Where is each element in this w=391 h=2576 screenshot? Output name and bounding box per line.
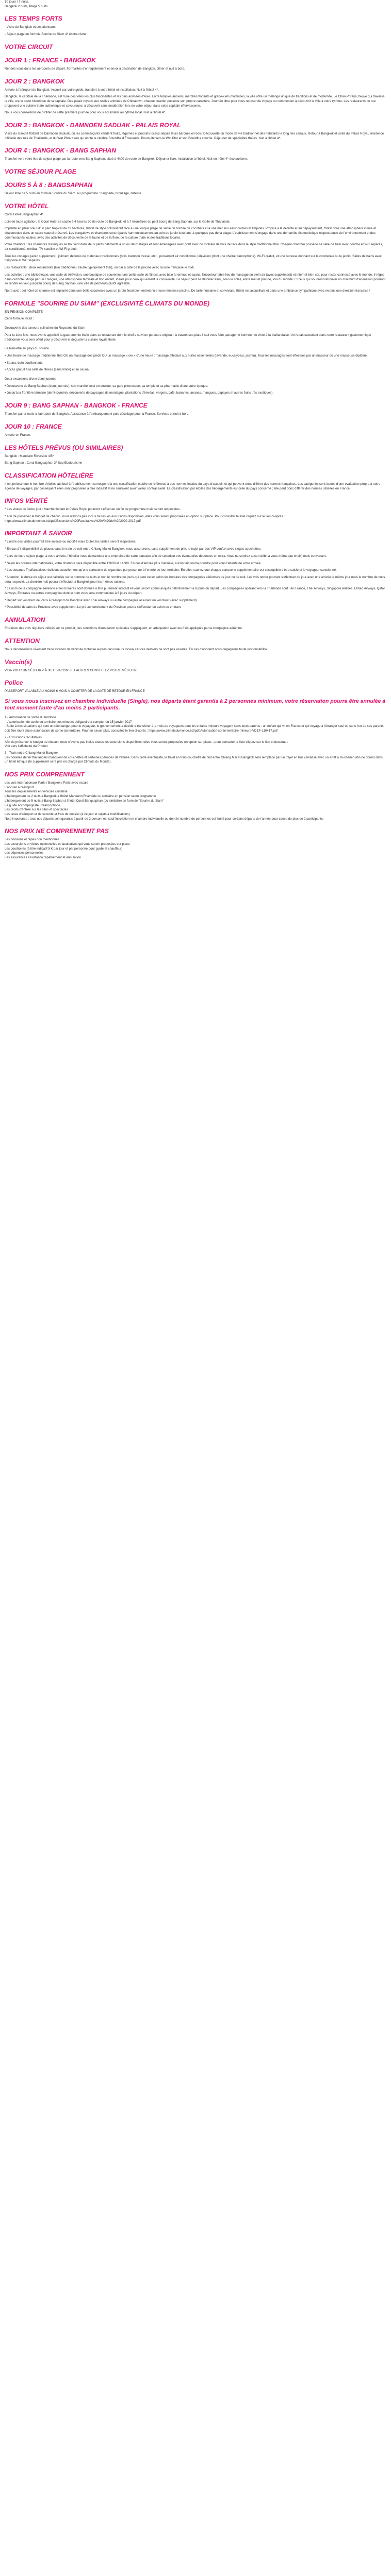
section-title: JOUR 10 : FRANCE (5, 422, 62, 430)
section-line: Bangkok, la capitale de la Thaïlande, est l'une des villes les plus fascinantes et les plus animées d'Asie. Entre temples anciens, marchés flottants et gratte-ciels modernes, la ville offre un mélange unique de traditions et de modernité. Le Chao Phraya, fleuve qui traverse la ville, est le cœur historique de la capitale. Des palais royaux aux ruelles animées de Chinatown, chaque quartier possède son propre caractère. Journée libre pour vous reposer du voyage ou commencer à découvrir la ville à votre rythme. Les restaurants de rue proposent une cuisine thaïe authentique et savoureuse, à découvrir sans modération lors de votre séjour dans cette capitale effervescente. (5, 95, 385, 108)
section-line: * Possibilité départs de Province avec supplément. Le pré-acheminement de Province pourra s'effectuer en avion ou en train. (5, 605, 182, 609)
section-title: LES HÔTELS PRÉVUS (OU SIMILAIRES) (5, 444, 123, 451)
section-title: JOUR 9 : BANG SAPHAN - BANGKOK - FRANCE (5, 402, 148, 410)
section-title: Police (5, 679, 23, 687)
section-line: Votre chambre : les chambres classiques se trouvent dans deux petits bâtiments à un ou deux étages et sont aménagées avec goût avec du mobilier de bois de teck dans le style traditionnel thaï. Chaque chambre possède sa salle de bain avec douche et WC séparés, air conditionné, minibar, TV satellite et Wi-Fi gratuit. (5, 243, 383, 251)
price-included-item: Les droits d'entrée sur les sites et spectacles (5, 808, 68, 812)
section-line: EN PENSION COMPLÈTE (5, 310, 43, 314)
price-included-item: L'hébergement de 5 nuits à Bang Saphan à l'hôtel Coral Bangsaphan (ou similaire) en formule "Sourire du Siam" (5, 799, 164, 803)
section-title: JOURS 5 À 8 : BANGSAPHAN (5, 181, 93, 189)
notice-line: - L'autorisation de sortie du territoire des mineurs obligatoire à compter du 15 janvier 2017 (5, 720, 132, 724)
intro-line: 10 jours / 7 nuits. (5, 0, 29, 4)
section-line: * Le nom de la compagnie aérienne et les horaires sont donnés à titre purement indicatif et vous seront communiqués définitivement à 8 jours du départ. Les compagnies opérant vers la Thaïlande sont : Air France, Thai Airways, Singapore Airlines, Etihad Airways, Qatar Airways, Emirates ou autres compagnies dont le nom vous sera communiqué à 8 jours du départ. (5, 587, 385, 596)
section-line: Nous vous conseillons de profiter de cette première journée pour vous acclimater au rythme local. Nuit à l'hôtel 4*. (5, 111, 166, 115)
section-line: Notre avis : cet hôtel de charme est implanté dans une belle cocoteraie avec un jardin fleuri bien entretenu et une immense piscine. De taille humaine et conviviale, l'hôtel est accueillant et dans une ambiance sympathique avec en plus une direction française ! (5, 289, 370, 293)
section-title: LES TEMPS FORTS (5, 15, 62, 23)
price-excluded-item: Les assurances assistance rapatriement et annulation (5, 856, 81, 860)
section-line: • Jusqu'à la frontière birmane (demi-journée), découverte de paysages de montagne, plantations d'hévéas, vergers, café, bananes, ananas, mangues, papayes et autres fruits très exotiques). (5, 391, 274, 395)
notice-line: 2 - Excursions facultatives (5, 735, 42, 739)
section-line: Transfert par la route à l'aéroport de Bangkok. Assistance à l'embarquement puis décollage pour la France. Services et nuit à bord. (5, 412, 190, 416)
notice-line: Voir vers l'affichette du Produit (5, 744, 48, 749)
section-title: ANNULATION (5, 616, 45, 624)
section-title: VOTRE HÔTEL (5, 202, 49, 210)
section-line: Les activités : une bibliothèque, une salle de télévision, une boutique de souvenirs, une petite salle de fitness avec bain à remous et sauna, l'incontournable lieu de massage en plein air (avec supplément) et internet bien sûr, pour rester connecté avec le monde. Il règne dans cet hôtel, dirigé par un Français, une atmosphère familiale et bon enfant, idéale pour ceux qui aiment la convivialité. Le séjour peut se dérouler ainsi, sous le soleil, entre mer et piscine, loin du monde. Et ceux qui voudront retrouver un minimum d'animation pourront se rendre en vélo jusqu'au bourg de Bang Saphan, une ville de pêcheurs plutôt agréable. (5, 273, 386, 286)
intro-line: Bangkok 2 nuits, Plage 5 nuits. (5, 4, 48, 8)
section-line: Nous déconseillons vivement toute location de véhicule motorisé auprès des loueurs locaux car ces derniers ne sont pas assurés. En cas d'accident nous dégageons toute responsabilité. (5, 647, 268, 651)
section-line: * Les visites du 3ème jour : Marché flottant et Palais Royal pourront s'effectuer en fin de programme mais seront respectées. (5, 507, 181, 512)
section-line: Implanté en plein cœur d'un parc tropical de 11 hectares, l'hôtel de style colonial fait face à une longue plage de sable fin bordée de cocotiers et à une mer aux eaux calmes et limpides. Propice à la détente et au dépaysement, l'hôtel offre une atmosphère intime et chaleureuse dans un cadre naturel préservé. Les bungalows et chambres sont répartis harmonieusement au sein du jardin luxuriant, à quelques pas de la plage. L'établissement s'engage dans une démarche écotouristique respectueuse de l'environnement et des communautés locales, avec des activités de découverte de la faune et de la flore, de la culture thaïe et des traditions locales. (5, 227, 377, 240)
section-line: Cette formule inclut : (5, 317, 34, 321)
section-line: Arrivée en France. (5, 433, 31, 437)
price-included-item: Tous les déplacements en véhicule climatisé (5, 790, 68, 794)
price-included-item: L'accueil à l'aéroport (5, 785, 34, 789)
section-line: - Séjour plage en formule Sourire du Siam 4* écotourisme (5, 32, 87, 37)
section-line: Il est précisé que le nombre d'étoiles attribué à l'établissement correspond à une classification établie en référence à des normes locales du pays d'accueil, et qui peuvent donc différer des normes françaises. Les catégories sont issues d'une évaluation propre à notre agence de voyages, par conséquent elles sont proposées à titre indicatif et ne sauraient avoir valeur contractuelle. La classification par étoiles des hébergements est celle du pays concerné ; elle peut donc différer des normes utilisées en France. (5, 482, 381, 490)
section-line: VISA POUR UN SÉJOUR < À 30 J : VACCINS ET AUTRES CONSULTEZ VOTRE MÉDECIN (5, 668, 137, 672)
section-title: VOTRE SÉJOUR PLAGE (5, 168, 76, 176)
page (0, 0, 391, 860)
section-line: En raison des voIs réguliers utilisés sur ce produit, des conditions d'annulation spéciales s'appliquent, en adéquation avec les frais appliqués par la compagnie aérienne. (5, 626, 243, 631)
section-line: * Départ sur vol direct de Paris à l'aéroport de Bangkok avec Thaï Airways ou autre compagnie assurant un vol direct (avec supplément). (5, 598, 198, 602)
section-title: INFOS VÉRITÉ (5, 497, 48, 505)
section-title: FORMULE "SOURIRE DU SIAM" (EXCLUSIVITÉ CLIMATS DU MONDE) (5, 299, 210, 307)
notice-line: Les horaires de fer thaïlandais manquent de couchettes et certaines périodes de l'année. Dans cette éventualité, le trajet en train couchette de nuit entre Chiang Mai et Bangkok sera remplacé par un trajet en bus climatisé avec un arrêt à mi-chemin afin de dormir dans un hôtel éthique (le supplément sera pris en charge par Climats du Monde). (5, 755, 383, 764)
notice-line: 3 - Train entre Chiang Mai et Bangkok (5, 751, 59, 755)
section-title: CLASSIFICATION HÔTELIÈRE (5, 471, 93, 479)
notice-line: Afin de préserver le budget de chacun, nous n'avons pas inclus toutes les excursions disponibles, elles vous seront proposées en option sur place... pour consulter la liste cliquez sur le lien ci-dessous : (5, 740, 288, 744)
section-line: Découverte des saveurs culinaires du Royaume du Siam (5, 326, 85, 330)
section-line: Bangkok : Mandarin Riverside 4/5* (5, 454, 54, 458)
section-line: Rendez-vous dans les aéroports de départ. Formalités d'enregistrement et envol à destination de Bangkok. Dîner et nuit à bord. (5, 66, 185, 71)
section-line: * Afin de préserver le budget de chacun, nous n'avons pas inclus toutes les excursions disponibles, elles vous seront proposées en option sur place. Pour consulter la liste cliquez sur le lien ci-après : https://www.climatsdumonde.biz/pdf/Excursions%20Facultatives%20V%20de%202020-2017.pdf (5, 515, 285, 523)
section-line: • Sauna, bain bouillonnant. (5, 361, 43, 365)
section-line: * En cas d'indisponibilité de places dans le train de nuit entre Chiang Mai et Bangkok, nous assurerons, sans supplément de prix, le trajet par bus VIP confort avec sièges couchettes. (5, 547, 262, 551)
section-line: Deux excursions d'une demi-journée (5, 377, 57, 381)
price-included-item: L'hébergement de 2 nuits à Bangkok à l'hôtel Mandarin Riverside ou similaire en pension selon programme (5, 794, 156, 799)
section-title: JOUR 4 : BANGKOK - BANG SAPHAN (5, 147, 117, 155)
section-line: * Selon les normes internationales, votre chambre sera disponible entre 12h00 et 14h00. En cas d'arrivée plus matinale, aucun fait pourra prendre pour vous l'attente de votre arrivée. (5, 561, 262, 565)
price-excluded-item: Les dépenses personnelles (5, 851, 44, 855)
price-excluded-title: NOS PRIX NE COMPRENNENT PAS (5, 827, 109, 835)
section-line: Pour la 1ère fois, nous avons apprécié la gastronomie thaïe dans ce restaurant dont le chef a suivi un parcours original ; à travers ses plats il sait vous faire partager le bonheur de vivre à la thaïlandaise. Un repas succulent dans notre restaurant gastronomique traditionnel vous sera offert pour y découvrir et déguster la cuisine royale thaïe. (5, 333, 371, 342)
section-line: * Attention, la durée du séjour est calculée sur le nombre de nuits et non le nombre de jours qui peut varier selon les horaires des compagnies aériennes de jour ou de nuit. Les vols retour pouvant s'effectuer de jour avec une arrivée le même jour mais le nombre de nuits sera respecté. La dernière nuit pourra s'effectuer à Bangkok pour les mêmes raisons. (5, 575, 385, 584)
price-excluded-item: Les pourboires (à titre indicatif 5 € par jour et par personne pour guide et chauffeur) (5, 846, 123, 851)
section-line: Visite du marché flottant de Damnoen Saduak, où les commerçants vendent fruits, légumes et produits locaux depuis leurs barques en bois. Découverte du mode de vie traditionnel des habitants le long des canaux. Retour à Bangkok et visite du Palais Royal, résidence officielle des rois de Thaïlande, et du Wat Phra Kaeo qui abrite le célèbre Bouddha d'Émeraude. Poursuite vers le Wat Pho et son Bouddha couché. Déjeuner de spécialités thaïes. Nuit à l'hôtel 4*. (5, 132, 384, 140)
price-excluded-item: Les excursions et visites optionnelles et facultatives qui vous seront proposées sur place (5, 842, 130, 846)
price-included-item: Note importante : tous nos départs sont garantis à partir de 2 personnes, sauf inscription en chambre individuelle ou dont le nombre de personnes est limité pour certains départs de l'année pour cause de plus de 2 participants. (5, 817, 324, 821)
section-line: Séjour libre de 5 nuits en formule Sourire du Siam. Au programme : baignade, bronzage, détente. (5, 192, 142, 196)
section-title: JOUR 3 : BANGKOK - DAMNOEN SADUAK - PALAIS ROYAL (5, 122, 181, 129)
price-included-item: Les vols internationaux Paris / Bangkok / Paris avec escale (5, 781, 88, 785)
section-title: Vaccin(s) (5, 658, 32, 666)
section-line: Loin de toute agitation, le Coral Hotel se cache à 4 heures 30 de route de Bangkok, et à 7 kilomètres du petit bourg de Bang Saphan, sur le Golfe de Thaïlande. (5, 219, 231, 224)
price-excluded-item: Les boissons et repas non mentionnés (5, 838, 59, 842)
section-line: Coral Hotel Bangsaphan 4* (5, 212, 43, 216)
section-line: Arrivée à l'aéroport de Bangkok. Accueil par votre guide, transfert à votre hôtel et installation. Nuit à l'hôtel 4*. (5, 88, 159, 92)
notice-line: - Suite à des situations qui sont un réel danger pour le voyageur, le gouvernement a décidé à transférer à 1 mois de voyageurs dont les enfants mineurs voyagent sans leurs parents : un enfant qui vit en France et qui voyage à l'étranger seul ou sans l'un de ses parents doit être muni d'une autorisation de sortie du territoire. Pour en savoir plus, consultez le lien ci-après : https://www.climatsdumonde.biz/pdf/Autorisation-sortie-territoire-mineurs-VDEF-110417.pdf (5, 724, 384, 733)
section-title: IMPORTANT À SAVOIR (5, 530, 72, 537)
section-line: Le bien-être au pays du sourire (5, 347, 49, 351)
section-line: • Une heure de massage traditionnel thaï OU un massage des pieds OU un massage « oie » d'une heure : massage effectué aux huiles essentielles (lavande, eucalyptus, jasmin). Tous les massages sont effectués par un masseur ou une masseuse diplômé. (5, 353, 368, 358)
price-included-item: Les taxes d'aéroport et de sécurité et frais de dossier (à ce jour et sujets à modifications) (5, 812, 130, 816)
single-room-notice: Si vous nous inscrivez en chambre individuelle (Single), nos départs étant garantis à 2 personnes minimum, votre réservation pourra être annulée à tout moment faute d'au moins 2 participants. (5, 698, 386, 711)
section-line: PASSEPORT VALABLE AU MOINS 6 MOIS À COMPTER DE LA DATE DE RETOUR EN FRANCE (5, 689, 145, 693)
notice-line: 1 - Autorisation de sortie du territoire (5, 716, 56, 719)
section-line: * Les douanes Thaïlandaises réalisent actuellement qu'une cartouche de cigarettes par personne à l'entrée de leur territoire. En effet, sachez que chaque cartouche supplémentaire est susceptible d'être saisie et le voyageur sanctionné. (5, 568, 337, 572)
section-line: • Découverte de Bang Saphan (demi-journée), son marché local en couleur, sa gare pittoresque, sa temple et sa pharmacie d'une autre époque. (5, 384, 208, 388)
section-line: Tous les cottages (avec supplément), joliment décorés de matériaux traditionnels (bois, bambou tressé, etc.), possèdent air conditionné, télévision (dont une chaîne francophone), Wi-Fi gratuit, et une terrasse donnant sur la cocoteraie ou le jardin. Salles de bains avec baignoire et WC séparés. (5, 254, 382, 263)
section-line: Bang Saphan : Coral Bangsaphan 3* Sup Écotourisme (5, 461, 83, 465)
section-title: JOUR 2 : BANGKOK (5, 77, 65, 85)
price-included-item: Le guide accompagnateur francophone (5, 803, 60, 807)
price-included-title: NOS PRIX COMPRENNENT (5, 771, 85, 778)
section-title: JOUR 1 : FRANCE - BANGKOK (5, 56, 96, 64)
section-line: Les restaurants : deux restaurants (l'un traditionnel, l'autre typiquement thaï), un bar à côté de la piscine avec cuisine française le midi. (5, 266, 195, 270)
section-line: • Accès gratuit à la salle de fitness (sans limite) et au sauna. (5, 368, 90, 372)
section-title: ATTENTION (5, 637, 40, 645)
section-title: VOTRE CIRCUIT (5, 43, 53, 50)
section-line: * L'ordre des visites pourrait être inversé ou modifié mais toutes les visites seront respectées. (5, 540, 137, 544)
section-line: Transfert vers votre lieu de séjour plage par la route vers Bang Saphan, situé à 4h00 de route de Bangkok. Déjeuner libre. Installation à l'hôtel. Nuit en hôtel 4* écotourisme. (5, 157, 248, 161)
section-line: - Visite de Bangkok et ses alentours (5, 25, 56, 29)
section-line: * Lors de votre séjour plage, à votre arrivée, l'hôtelier vous demandera une empreinte de carte bancaire afin de sécuriser vos éventuelles dépenses en extra. Vous ne sortirez aucun débit à vous-même (au choix) mais convenant. (5, 554, 327, 558)
